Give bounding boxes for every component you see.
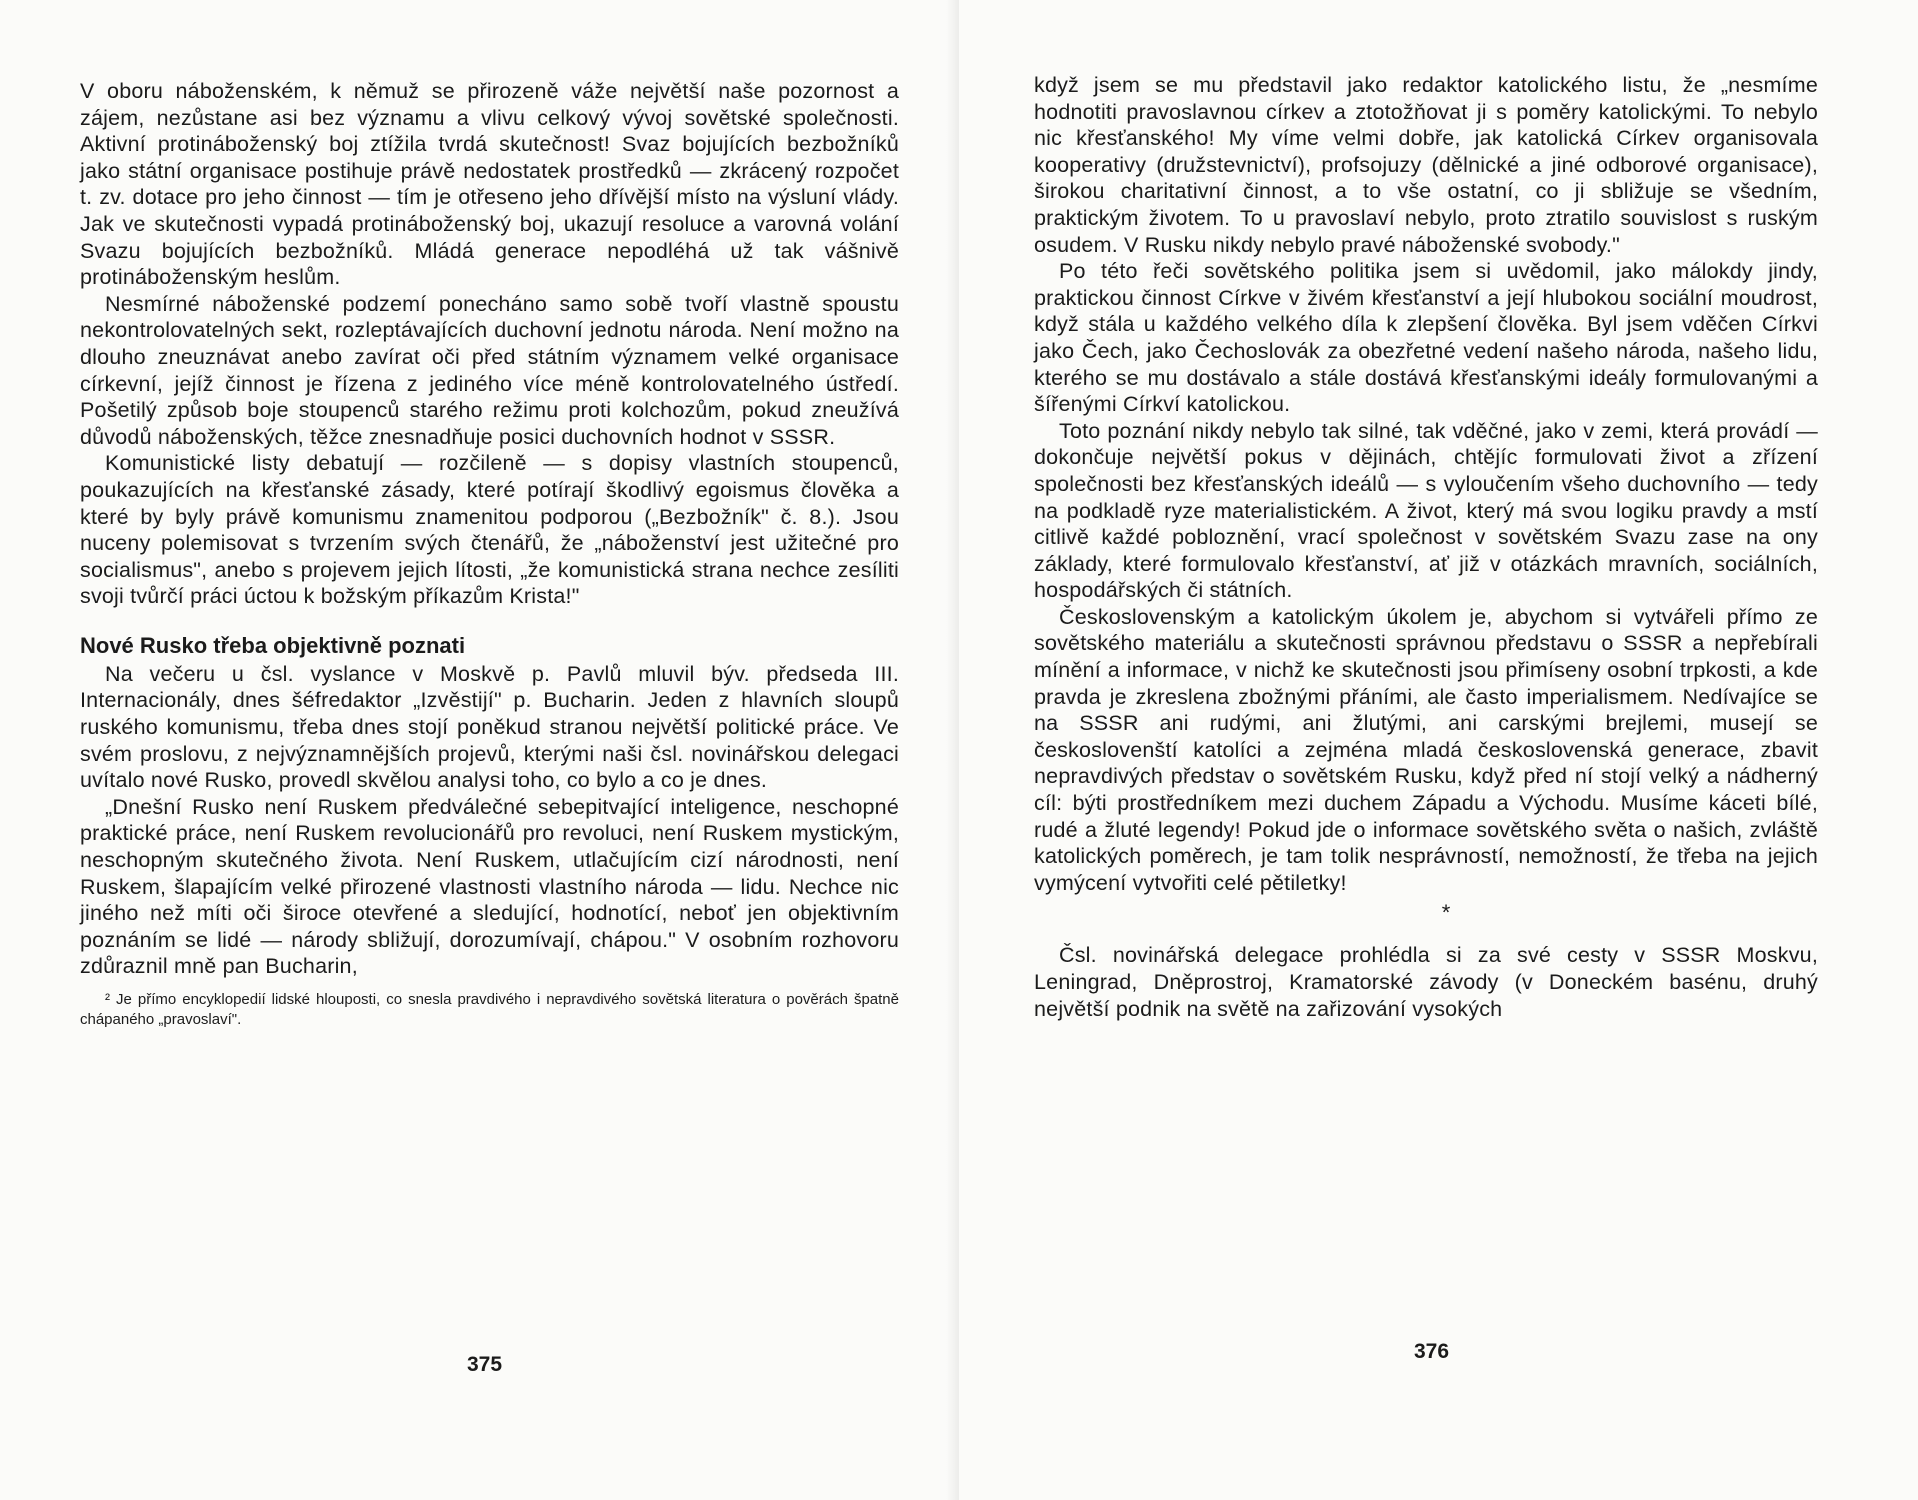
paragraph: když jsem se mu představil jako redaktor katolického listu, že „nesmíme hodnotiti pravoslavnou církev a ztotožňovat ji s poměry katolickými. To nebylo nic křesťanského! My víme velmi dobře, jak katolická Církev organisovala kooperativy (družstevnictví), profsojuzy (dělnické a jiné odborové organisace), širokou charitativní činnost, a to vše ostatní, co ji sbližuje se všedním, praktickým životem. To u pravoslaví nebylo, proto ztratilo souvislost s ruským osudem. V Rusku nikdy nebylo pravé náboženské svobody." [1034, 73, 1818, 257]
paragraph: V oboru náboženském, k němuž se přirozeně váže největší naše pozornost a zájem, nezůstane asi bez významu a vlivu celkový vývoj sovětské společnosti. Aktivní protináboženský boj ztížila tvrdá skutečnost! Svaz bojujících bezbožníků jako státní organisace postihuje právě nedostatek prostředků — zkrácený rozpočet t. zv. dotace pro jeho činnost — tím je otřeseno jeho dřívější místo na výsluní vlády. Jak ve skutečnosti vypadá protináboženský boj, ukazují resoluce a varovná volání Svazu bojujících bezbožníků. Mládá generace nepodléhá už tak vášnivě protináboženským heslům. [80, 79, 899, 290]
page-number: 375 [467, 1353, 503, 1376]
paragraph: Toto poznání nikdy nebylo tak silné, tak vděčné, jako v zemi, která provádí — dokončuje největší pokus v dějinách, chtějíc formulovati život a zřízení společnosti bez křesťanských ideálů — s vyloučením všeho duchovního — tedy na podkladě ryze materialistickém. A život, který má svou logiku pravdy a mstí citlivě každé pobloznění, vrací společnost v sovětském Svazu zase na ony základy, které formulovalo křesťanství, ať již v otázkách mravních, sociálních, hospodářských či státních. [1034, 418, 1818, 603]
right-page [959, 0, 1918, 1500]
paragraph: Po této řeči sovětského politika jsem si uvědomil, jako málokdy jindy, praktickou činnost Církve v živém křesťanství a její hlubokou sociální moudrost, když stála u každého velkého díla k zlepšení člověka. Byl jsem vděčen Církvi jako Čech, jako Čechoslovák za obezřetné vedení našeho národa, našeho lidu, kterého se mu dostávalo a stále dostává křesťanskými ideály formulovanými a šířenými Církví katolickou. [1034, 259, 1818, 417]
paragraph: Na večeru u čsl. vyslance v Moskvě p. Pavlů mluvil býv. předseda III. Internacionály, dnes šéfredaktor „Izvěstijí" p. Bucharin. Jeden z hlavních sloupů ruského komunismu, třeba dnes stojí poněkud stranou největší politické práce. Ve svém proslovu, z nejvýznamnějších projevů, kterými naši čsl. novinářskou delegaci uvítalo nové Rusko, provedl skvělou analysi toho, co bylo a co je dnes. [80, 661, 899, 793]
paragraph: „Dnešní Rusko není Ruskem předválečné sebepitvající inteligence, neschopné praktické práce, není Ruskem revolucionářů pro revoluci, není Ruskem mystickým, neschopným skutečného života. Není Ruskem, utlačujícím cizí národnosti, není Ruskem, šlapajícím velké přirozené vlastnosti vlastního národa — lidu. Nechce nic jiného než míti oči široce otevřené a sledující, hodnotící, neboť jen objektivním poznáním se lidé — národy sbližují, dorozumívají, chápou." V osobním rozhovoru zdůraznil mně pan Bucharin, [80, 794, 899, 979]
paragraph: Nesmírné náboženské podzemí ponecháno samo sobě tvoří vlastně spoustu nekontrolovatelných sekt, rozleptávajících duchovní jednotu národa. Není možno na dlouho zneuznávat anebo zavírat oči před státním významem velké organisace církevní, jejíž činnost je řízena z jediného více méně kontrolovatelného ústředí. Pošetilý způsob boje stoupenců starého režimu proti kolchozům, pokud zneužívá důvodů náboženských, těžce znesnadňuje posici duchovních hodnot v SSSR. [80, 291, 899, 449]
section-heading: Nové Rusko třeba objektivně poznati [80, 632, 466, 658]
footnote: ² Je přímo encyklopedií lidské hlouposti, co snesla pravdivého i nepravdivého sovětská literatura o pověrách špatně chápaného „pravoslaví". [80, 991, 899, 1028]
paragraph: Čsl. novinářská delegace prohlédla si za své cesty v SSSR Moskvu, Leningrad, Dněprostroj, Kramatorské závody (v Doneckém basénu, druhý největší podnik na světě na zařizování vysokých [1034, 943, 1818, 1021]
page-number: 376 [1414, 1340, 1450, 1363]
paragraph: Československým a katolickým úkolem je, abychom si vytvářeli přímo ze sovětského materiálu a skutečnosti správnou představu o SSSR a nepřebírali mínění a informace, v nichž ke skutečnosti jsou přimíseny osobní trpkosti, a kde pravda je zkreslena zbožnými přáními, ale často imperialismem. Nedívajíce se na SSSR ani rudými, ani žlutými, ani carskými brejlemi, musejí se českoslovenští katolíci a zejména mladá československá generace, zbavit nepravdivých představ o sovětském Rusku, když před ní stojí velký a nádherný cíl: býti prostředníkem mezi duchem Západu a Východu. Musíme káceti bílé, rudé a žluté legendy! Pokud jde o informace sovětského světa o našich, zvláště katolických poměrech, je tam tolik nesprávností, nemožností, že třeba na jejich vymýcení vytvořiti celé pětiletky! [1034, 604, 1818, 895]
paragraph: Komunistické listy debatují — rozčileně — s dopisy vlastních stoupenců, poukazujících na křesťanské zásady, které potírají škodlivý egoismus člověka a které by byly právě komunismu znamenitou podporou („Bezbožník" č. 8.). Jsou nuceny polemisovat s tvrzením svých čtenářů, že „náboženství jest užitečné pro socialismus", anebo s projevem jejich lítosti, „že komunistická strana nechce zesíliti svoji tvůrčí práci úctou k božským příkazům Krista!" [80, 451, 899, 609]
section-separator: * [1441, 900, 1451, 926]
